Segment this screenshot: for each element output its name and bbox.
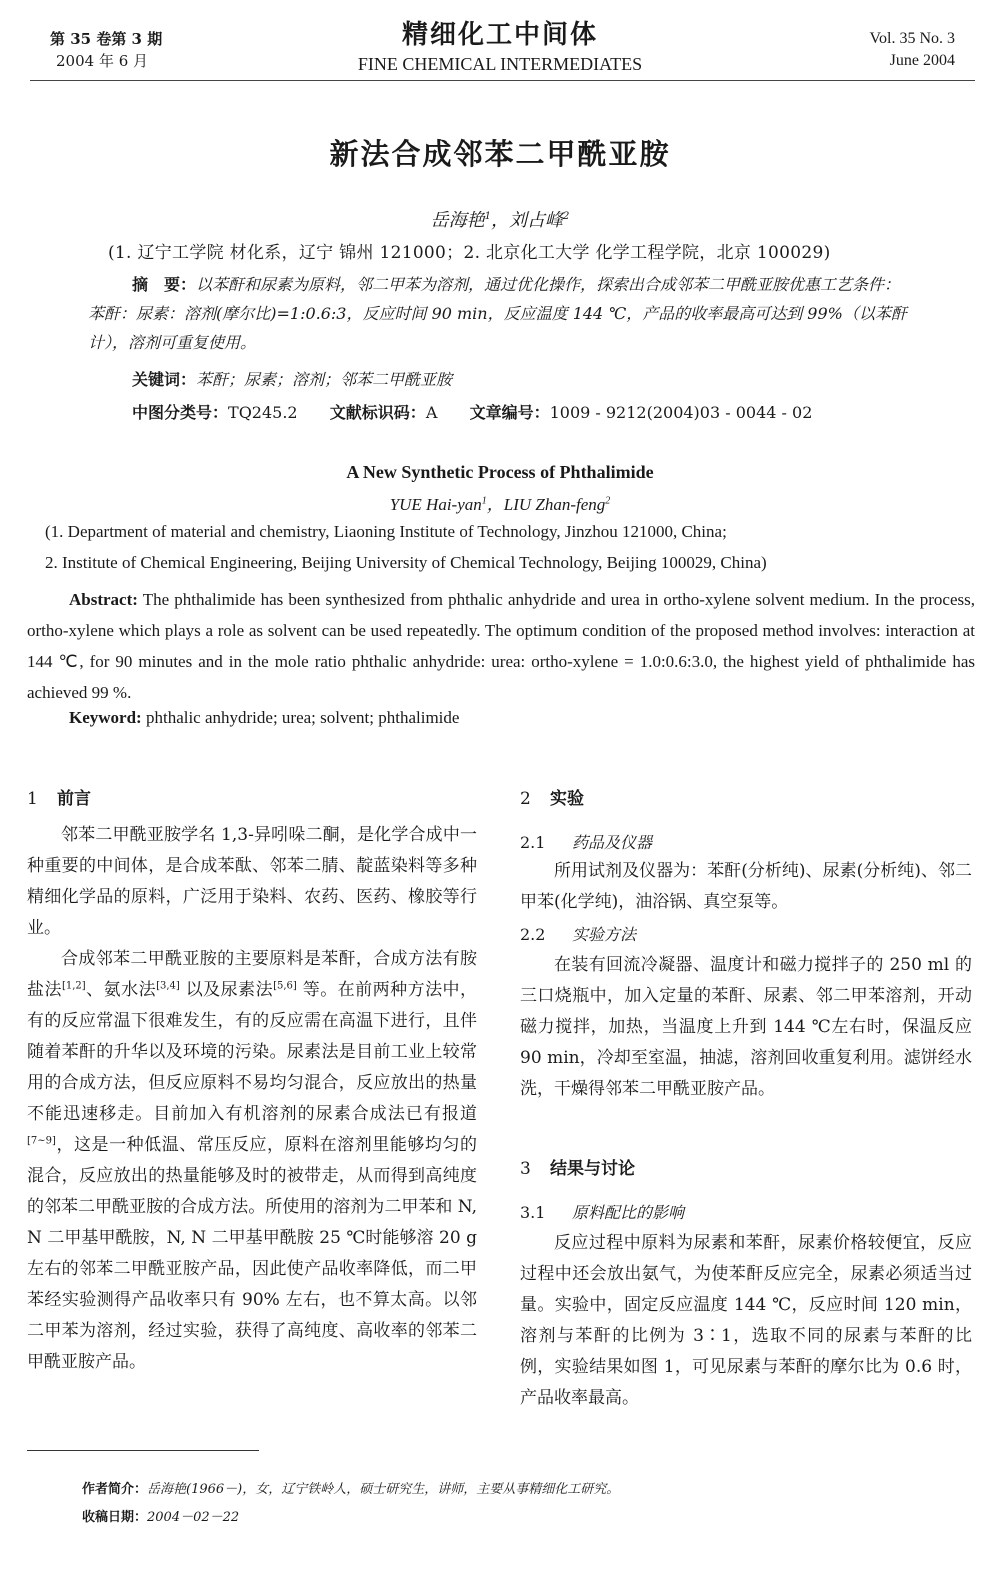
intro-paragraph-1: 邻苯二甲酰亚胺学名 1,3-异吲哚二酮，是化学合成中一种重要的中间体，是合成苯酞、邻苯二腈、靛蓝染料等多种精细化学品的原料，广泛用于染料、农药、医药、橡胶等行业。: [27, 825, 477, 938]
abstract-en-label: Abstract:: [69, 590, 138, 609]
author-en-separator: ，: [486, 495, 504, 514]
intro-paragraph-2: [27, 944, 477, 1378]
header-rule: [30, 80, 975, 81]
intro-p2-part-e: ，这是一种低温、常压反应，原料在溶剂里能够均匀的混合，反应放出的热量能够及时的被带走，从而得到高纯度的邻苯二甲酰亚胺的合成方法。所使用的溶剂为二甲苯和 N, N 二甲基甲酰胺，N, N 二甲基甲酰胺 25 ℃时能够溶 20 g 左右的邻苯二甲酰亚胺产品，因此使产品收率降低，而二甲苯经实验测得产品收率只有 90% 左右，也不算太高。以邻二甲苯为溶剂，经过实验，获得了高纯度、高收率的邻苯二甲酰亚胺产品。: [27, 1135, 477, 1372]
footnote-author: [82, 1478, 619, 1497]
affiliation-en-1: (1. Department of material and chemistry, Liaoning Institute of Technology, Jinzhou 121000, China;: [45, 522, 727, 541]
method-paragraph: 在装有回流冷凝器、温度计和磁力搅拌子的 250 ml 的三口烧瓶中，加入定量的苯酐、尿素、邻二甲苯溶剂，开动磁力搅拌，加热，当温度上升到 144 ℃左右时，保温反应 90 min，冷却至室温，抽滤，溶剂回收重复利用。滤饼经水洗，干燥得邻苯二甲酰亚胺产品。: [520, 955, 972, 1099]
header-volume-en: Vol. 35 No. 3: [869, 30, 955, 47]
affiliation-en-2: 2. Institute of Chemical Engineering, Beijing University of Chemical Technology, Beijing 100029, China): [45, 553, 767, 572]
author-separator: ，: [491, 210, 509, 231]
section-3-title: 结果与讨论: [550, 1159, 635, 1179]
ref-7-9: [7~9]: [27, 1135, 56, 1147]
header-volume-cn: 第 35 卷第 3 期: [50, 30, 163, 48]
materials-paragraph: 所用试剂及仪器为：苯酐(分析纯)、尿素(分析纯)、邻二甲苯(化学纯)，油浴锅、真空泵等。: [520, 861, 972, 912]
intro-p2-part-c: 以及尿素法: [179, 980, 274, 1000]
affiliation-cn: (1. 辽宁工学院 材化系，辽宁 锦州 121000；2. 北京化工大学 化学工程学院，北京 100029): [108, 243, 831, 263]
header-date-cn: 2004 年 6 月: [56, 52, 149, 70]
intro-p2-part-d: 等。在前两种方法中，有的反应常温下很难发生，有的反应需在高温下进行，且伴随着苯酐的升华以及环境的污染。尿素法是目前工业上较常用的合成方法，但反应原料不易均匀混合，反应放出的热量不能迅速移走。目前加入有机溶剂的尿素合成法已有报道: [27, 980, 478, 1124]
ref-5-6: [5,6]: [273, 980, 297, 992]
subsection-3-1-heading: [520, 1200, 684, 1223]
footnote-received-date: 2004－02－22: [147, 1510, 240, 1525]
clc-label: 中图分类号：: [132, 403, 229, 422]
intro-p2-part-a: 合成邻苯二甲酰亚胺的主要原料是苯酐，合成方法有胺盐法: [27, 949, 477, 1000]
author-1-cn: 岳海艳: [430, 210, 485, 231]
section-1-title: 前言: [57, 789, 91, 809]
author-2-sup: 2: [563, 211, 570, 222]
abstract-cn: [88, 270, 908, 357]
section-3-heading: [520, 1154, 635, 1179]
keywords-en-label: Keyword:: [69, 708, 142, 727]
author-2-cn: 刘占峰: [509, 210, 563, 231]
author-2-en: LIU Zhan-feng: [503, 495, 606, 514]
footnote-rule: [27, 1450, 259, 1451]
author-1-en: YUE Hai-yan: [389, 495, 482, 514]
footnote-author-label: 作者简介：: [82, 1482, 148, 1497]
authors-en: [0, 490, 1000, 515]
article-no-label: 文章编号：: [469, 403, 550, 422]
subsection-3-1-title: 原料配比的影响: [572, 1203, 685, 1222]
section-2-number: 2: [520, 789, 531, 809]
paragraph-3-1: [520, 1228, 972, 1414]
abstract-cn-text: 以苯酐和尿素为原料，邻二甲苯为溶剂，通过优化操作，探索出合成邻苯二甲酰亚胺优惠工艺条件：苯酐：尿素：溶剂(摩尔比)=1:0.6:3，反应时间 90 min，反应温度 144 ℃，产品的收率最高可达到 99%（以苯酐计），溶剂可重复使用。: [88, 275, 907, 352]
classification-line: [132, 400, 812, 423]
ratio-paragraph: 反应过程中原料为尿素和苯酐，尿素价格较便宜，反应过程中还会放出氨气，为使苯酐反应完全，尿素必须适当过量。实验中，固定反应温度 144 ℃，反应时间 120 min，溶剂与苯酐的比例为 3∶1，选取不同的尿素与苯酐的比例，实验结果如图 1，可见尿素与苯酐的摩尔比为 0.6 时，产品收率最高。: [520, 1233, 972, 1408]
footnote-received: [82, 1506, 239, 1525]
abstract-en: [27, 584, 975, 708]
clc-value: TQ245.2: [228, 403, 298, 422]
keywords-cn-label: 关键词：: [132, 370, 197, 389]
subsection-3-1-number: 3.1: [520, 1203, 546, 1222]
article-title-en: A New Synthetic Process of Phthalimide: [346, 462, 654, 482]
subsection-2-1-number: 2.1: [520, 833, 546, 852]
keywords-cn-text: 苯酐；尿素；溶剂；邻苯二甲酰亚胺: [196, 370, 453, 389]
paragraph-2-1: [520, 856, 972, 918]
ref-3-4: [3,4]: [156, 980, 180, 992]
doc-code-value: A: [425, 403, 438, 422]
authors-cn: [0, 206, 1000, 232]
journal-title-en: FINE CHEMICAL INTERMEDIATES: [357, 54, 643, 74]
author-2-en-sup: 2: [605, 495, 611, 507]
section-1-heading: [27, 784, 91, 809]
intro-p2-part-b: 、氨水法: [85, 980, 157, 1000]
subsection-2-1-title: 药品及仪器: [572, 833, 653, 852]
subsection-2-1-heading: [520, 830, 652, 853]
article-title-cn: 新法合成邻苯二甲酰亚胺: [329, 137, 671, 171]
doc-code-label: 文献标识码：: [329, 403, 426, 422]
header-date-en: June 2004: [889, 52, 955, 69]
left-column-body: [27, 820, 477, 1378]
keywords-en: [69, 708, 459, 728]
footnote-author-text: 岳海艳(1966－)，女，辽宁铁岭人，硕士研究生，讲师，主要从事精细化工研究。: [147, 1482, 620, 1497]
journal-masthead: [0, 20, 1000, 76]
ref-1-2: [1,2]: [61, 980, 86, 992]
header-issue-en: [870, 28, 956, 72]
author-1-sup: 1: [484, 211, 491, 222]
keywords-en-text: phthalic anhydride; urea; solvent; phthalimide: [141, 708, 460, 727]
journal-title-cn: 精细化工中间体: [401, 20, 598, 50]
article-no-value: 1009 - 9212(2004)03 - 0044 - 02: [549, 403, 813, 422]
section-1-number: 1: [27, 789, 38, 809]
keywords-cn: [132, 367, 452, 390]
paragraph-2-2: [520, 950, 972, 1105]
abstract-cn-label: 摘 要：: [132, 275, 197, 294]
abstract-en-text: The phthalimide has been synthesized from phthalic anhydride and urea in ortho-xylene solvent medium. In the process, ortho-xylene which plays a role as solvent can be used repeatedly. The optimum condition of the proposed method involves: interaction at 144 ℃, for 90 minutes and in the mole ratio phthalic anhydride: urea: ortho-xylene = 1.0:0.6:3.0, the highest yield of phthalimide has achieved 99 %.: [27, 590, 975, 702]
section-2-title: 实验: [550, 789, 584, 809]
section-2-heading: [520, 784, 584, 809]
subsection-2-2-number: 2.2: [520, 925, 546, 944]
footnote-received-label: 收稿日期：: [82, 1510, 148, 1525]
section-3-number: 3: [520, 1159, 531, 1179]
subsection-2-2-heading: [520, 922, 636, 945]
author-1-en-sup: 1: [481, 495, 487, 507]
subsection-2-2-title: 实验方法: [572, 925, 637, 944]
